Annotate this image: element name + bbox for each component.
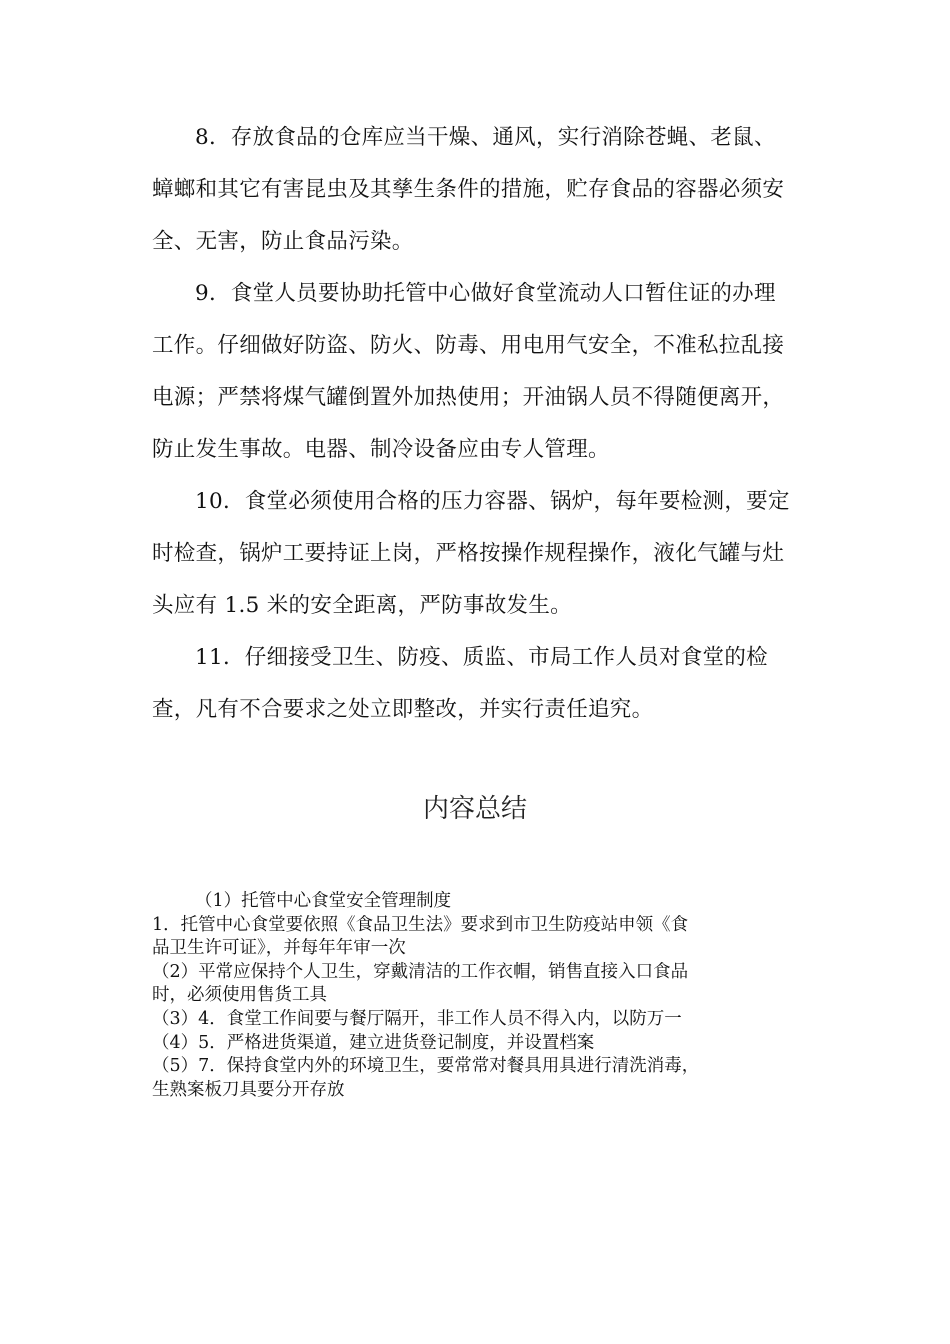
paragraph-line: 电源；严禁将煤气罐倒置外加热使用；开油锅人员不得随便离开， (152, 385, 785, 410)
paragraph-11 (152, 632, 802, 736)
summary-line: 生熟案板刀具要分开存放 (152, 1079, 345, 1100)
paragraph-10 (152, 476, 802, 632)
summary-line: 品卫生许可证》，并每年年审一次 (152, 938, 406, 959)
paragraph-line: 查，凡有不合要求之处立即整改，并实行责任追究。 (152, 697, 654, 722)
summary-line: （5）7．保持食堂内外的环境卫生，要常常对餐具用具进行清洗消毒， (152, 1056, 700, 1077)
paragraph-line: 头应有 1.5 米的安全距离，严防事故发生。 (152, 593, 572, 618)
summary-line: （3）4．食堂工作间要与餐厅隔开，非工作人员不得入内，以防万一 (152, 1008, 682, 1029)
body-text (152, 112, 802, 736)
summary-line: （4）5．严格进货渠道，建立进货登记制度，并设置档案 (152, 1032, 595, 1053)
paragraph-line: 防止发生事故。电器、制冷设备应由专人管理。 (152, 437, 610, 462)
summary-line: （1）托管中心食堂安全管理制度 (195, 891, 452, 911)
paragraph-line: 蟑螂和其它有害昆虫及其孳生条件的措施，贮存食品的容器必须安 (152, 177, 785, 202)
summary-body (152, 890, 802, 1102)
summary-line: 时，必须使用售货工具 (152, 985, 327, 1006)
paragraph-9 (152, 268, 802, 476)
summary-line: （2）平常应保持个人卫生，穿戴清洁的工作衣帽，销售直接入口食品 (152, 961, 689, 982)
paragraph-line: 8．存放食品的仓库应当干燥、通风，实行消除苍蝇、老鼠、 (195, 125, 776, 150)
paragraph-line: 时检查，锅炉工要持证上岗，严格按操作规程操作，液化气罐与灶 (152, 541, 785, 566)
summary-heading: 内容总结 (422, 794, 527, 824)
paragraph-line: 全、无害，防止食品污染。 (152, 229, 414, 254)
paragraph-8 (152, 112, 802, 268)
summary-line: 1．托管中心食堂要依照《食品卫生法》要求到市卫生防疫站申领《食 (152, 914, 689, 935)
paragraph-line: 10．食堂必须使用合格的压力容器、锅炉，每年要检测，要定 (195, 489, 790, 514)
paragraph-line: 11．仔细接受卫生、防疫、质监、市局工作人员对食堂的检 (195, 645, 768, 670)
paragraph-line: 工作。仔细做好防盗、防火、防毒、用电用气安全，不准私拉乱接 (152, 333, 785, 358)
paragraph-line: 9．食堂人员要协助托管中心做好食堂流动人口暂住证的办理 (195, 281, 776, 306)
